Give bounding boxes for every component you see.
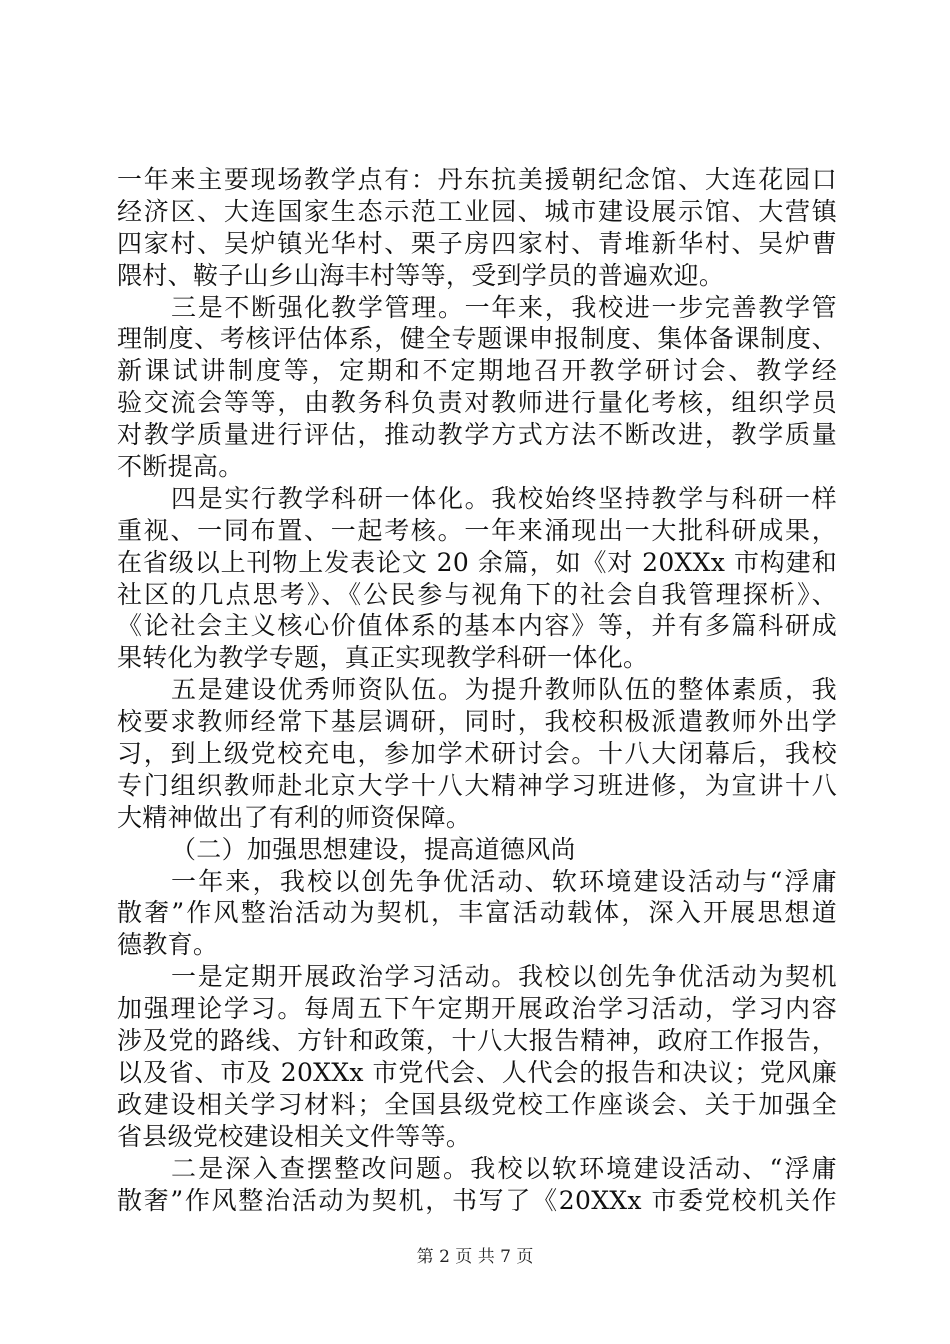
text-line: 以及省、市及 20XXx 市党代会、人代会的报告和决议；党风廉 <box>117 1057 837 1087</box>
text-line: 经济区、大连国家生态示范工业园、城市建设展示馆、大营镇 <box>117 196 837 226</box>
text-line: 散奢”作风整治活动为契机，书写了《20XXx 市委党校机关作 <box>117 1185 837 1215</box>
text-line: 五是建设优秀师资队伍。为提升教师队伍的整体素质，我 <box>171 675 837 705</box>
text-line: 加强理论学习。每周五下午定期开展政治学习活动，学习内容 <box>117 994 837 1024</box>
text-line: 二是深入查摆整改问题。我校以软环境建设活动、“浮庸 <box>171 1153 837 1183</box>
text-line: 政建设相关学习材料；全国县级党校工作座谈会、关于加强全 <box>117 1089 837 1119</box>
text-line: 四是实行教学科研一体化。我校始终坚持教学与科研一样 <box>171 483 837 513</box>
text-line: 社区的几点思考》、《公民参与视角下的社会自我管理探析》、 <box>117 579 837 609</box>
text-line: 《论社会主义核心价值体系的基本内容》等，并有多篇科研成 <box>117 611 837 641</box>
text-line: 隈村、鞍子山乡山海丰村等等，受到学员的普遍欢迎。 <box>117 260 725 290</box>
text-line: 涉及党的路线、方针和政策，十八大报告精神，政府工作报告， <box>117 1026 837 1056</box>
text-line: 四家村、吴炉镇光华村、栗子房四家村、青堆新华村、吴炉曹 <box>117 228 837 258</box>
text-line: （二）加强思想建设，提高道德风尚 <box>171 834 576 864</box>
text-line: 散奢”作风整治活动为契机，丰富活动载体，深入开展思想道 <box>117 898 837 928</box>
text-line: 在省级以上刊物上发表论文 20 余篇，如《对 20XXx 市构建和 <box>117 547 837 577</box>
text-line: 习，到上级党校充电，参加学术研讨会。十八大闭幕后，我校 <box>117 739 837 769</box>
text-line: 大精神做出了有利的师资保障。 <box>117 802 472 832</box>
text-line: 一年来主要现场教学点有：丹东抗美援朝纪念馆、大连花园口 <box>117 165 837 194</box>
text-line: 不断提高。 <box>117 452 244 482</box>
text-line: 一是定期开展政治学习活动。我校以创先争优活动为契机 <box>171 962 837 992</box>
text-line: 新课试讲制度等，定期和不定期地召开教学研讨会、教学经 <box>117 356 837 386</box>
document-body <box>117 164 837 1216</box>
text-line: 理制度、考核评估体系，健全专题课申报制度、集体备课制度、 <box>117 324 837 354</box>
text-line: 验交流会等等，由教务科负责对教师进行量化考核，组织学员 <box>117 388 837 418</box>
text-line: 一年来，我校以创先争优活动、软环境建设活动与“浮庸 <box>171 866 837 896</box>
page-footer: 第 2 页 共 7 页 <box>416 1247 534 1267</box>
text-line: 德教育。 <box>117 930 219 960</box>
text-line: 对教学质量进行评估，推动教学方式方法不断改进，教学质量 <box>117 420 837 450</box>
text-line: 三是不断强化教学管理。一年来，我校进一步完善教学管 <box>171 292 837 322</box>
text-line: 果转化为教学专题，真正实现教学科研一体化。 <box>117 643 649 673</box>
text-line: 校要求教师经常下基层调研，同时，我校积极派遣教师外出学 <box>117 707 837 737</box>
text-line: 重视、一同布置、一起考核。一年来涌现出一大批科研成果， <box>117 515 837 545</box>
text-line: 省县级党校建设相关文件等等。 <box>117 1121 472 1151</box>
text-line: 专门组织教师赴北京大学十八大精神学习班进修，为宣讲十八 <box>117 770 837 800</box>
